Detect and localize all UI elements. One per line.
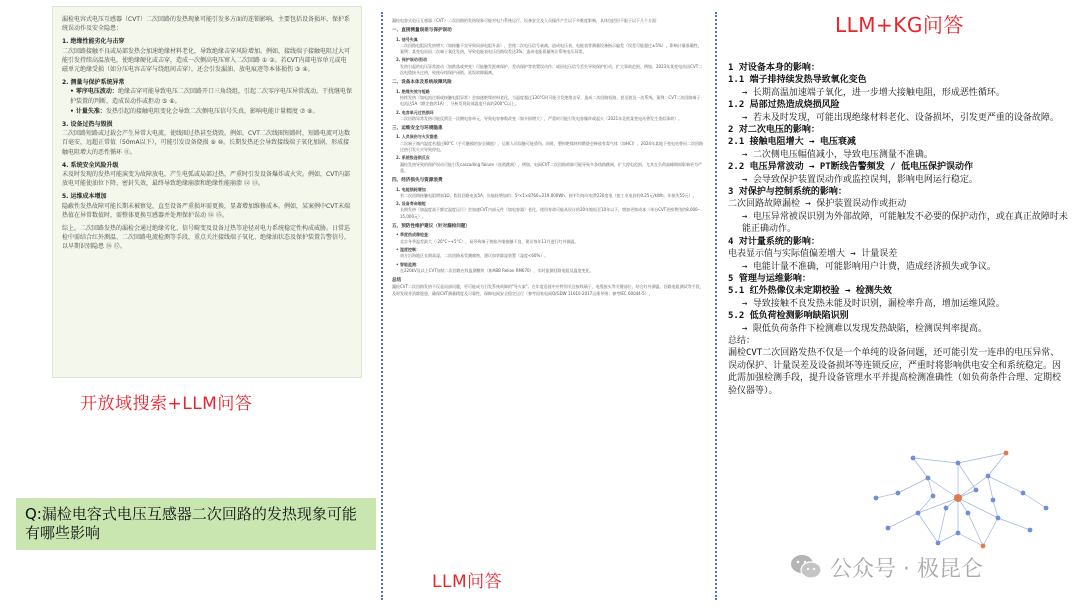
divider-right	[715, 12, 717, 600]
mid-section-head: 一、直接测量误差与保护误动	[392, 28, 452, 34]
mid-item-text: 持续发热（如电流过载或接触电阻异常）会加速绝缘材料老化，当温度超过130°C时可能引发绝缘击穿，造成二次回路短路，甚至波及一次系统。案例：CVT二次回路端子电流达5A（额定值约1A），分析发现局部温度升高约200°C以上。	[400, 94, 701, 107]
graph-node	[1021, 491, 1026, 496]
watermark-text: 公众号 · 极昆仑	[830, 556, 983, 582]
wechat-icon	[790, 553, 822, 581]
left-sections	[62, 37, 352, 220]
left-section-bullet	[62, 87, 352, 105]
caption-llm-kg: LLM+KG问答	[835, 13, 964, 37]
graph-node	[996, 516, 1001, 521]
right-line-h2: 1.1 端子排持续发热导致氧化变色	[728, 75, 867, 86]
right-line-txt: → 长期高温加速端子氧化，进一步增大接触电阻，形成恶性循环。	[742, 87, 1005, 98]
mid-item-text: 在220kV及以上CVT加装二次回路在线监测模块（如ABB Relion RM670），实时监测回路电阻及温度变化。	[400, 267, 594, 273]
graph-edge	[913, 458, 928, 478]
knowledge-graph-thumbnail	[858, 438, 1058, 558]
graph-edge	[958, 463, 976, 490]
mid-section-head: 三、运维安全与环境隐患	[392, 126, 443, 132]
right-line-h1: 4 对计量系统的影响：	[728, 236, 820, 247]
caption-open-domain: 开放域搜索+LLM问答	[80, 394, 253, 414]
right-line-txt: → 二次侧电压幅值减小，导致电压测量不准确。	[742, 149, 933, 160]
right-line-txt: → 限低负荷条件下检测难以发现发热缺陷，检测误判率提高。	[742, 323, 987, 334]
left-conclusion: 综上，二次回路发热的漏检会通过绝缘劣化、信号畸变及设备过热等途径对电力系统稳定性构成威胁。日常巡检中需结合红外测温、二次回路电流检测等手段，重点关注接线端子氧化、绝缘油状态及保护装置告警信号，以早期识别隐患 ⑯ ⑰。	[62, 225, 351, 251]
graph-edge	[958, 533, 983, 546]
graph-edge	[938, 508, 946, 543]
graph-node	[911, 456, 916, 461]
mid-item-text: 若二次回路接触电阻增加1Ω，假设回路电流5A，年能耗增加约：5²×1×8760=219,000Wh，按平均每年电费220度电（按工业电价约0.25元/kWh，年损失55元）。	[400, 192, 697, 198]
graph-edge	[988, 476, 993, 500]
right-line-h2: 5.2 低负荷检测影响缺陷识别	[728, 311, 849, 322]
graph-node	[926, 476, 931, 481]
mid-sections	[392, 28, 704, 274]
mid-section-head: 二、设备本体及系统故障风险	[392, 80, 452, 86]
right-line-h2: 1.2 局部过热造成烧损风险	[728, 100, 840, 111]
graph-edge	[898, 478, 928, 493]
mid-item-text: 发热引起的电压异常波动（如跌落或突变）可能触发距离保护、差动保护等装置误动作；或因电压信号丢失导致保护拒动，扩大事故范围。例如，2023年某变电站因CVT二次电缆接头过热，致使母线保护闭锁，延误故障隔离。	[400, 63, 703, 76]
watermark	[790, 551, 983, 583]
graph-edge	[993, 500, 998, 518]
right-answer-panel	[728, 62, 1068, 397]
mid-subhead: • 湿度控制：	[396, 246, 420, 252]
left-section-head: 4. 系统安全风险升级	[62, 161, 119, 169]
mid-subhead: 2. 保护误动/拒动	[396, 57, 428, 63]
left-bullet-text: 绝缘击穿可能导致电压二次回路开口三角绕组，引起二次零序电压异常波动，干扰继电保护装置的判断，造成误动作或拒动 ⑤ ⑥。	[70, 88, 352, 105]
mid-item-text: 漏检发热导致的保护误动可能引发cascading failure（连锁跳闸），例如，电网CVT二次回路故障可能导致多条线路跳闸，扩大停电范围，尤其在负荷高峰期间影响更为严重。	[400, 161, 702, 173]
graph-node	[944, 506, 949, 511]
graph-edge	[1023, 493, 1046, 508]
mid-section-head: 五、预防性维护建议（针对漏检问题）	[392, 224, 471, 230]
graph-edge	[938, 533, 958, 543]
right-line-plain: 总结：	[728, 335, 756, 346]
graph-node	[916, 511, 921, 516]
right-line-h1: 2 对二次电压的影响：	[728, 125, 820, 136]
graph-edge	[988, 476, 1023, 493]
middle-answer-panel	[392, 18, 704, 563]
graph-node	[896, 491, 901, 496]
mid-subhead: • 季度热成像检查：	[396, 232, 432, 238]
mid-subhead: 1. 人员误伤与火灾隐患	[396, 134, 438, 140]
left-section-head: 2. 测量与保护系统异常	[62, 79, 125, 87]
caption-llm: LLM问答	[432, 572, 503, 592]
left-section-body: 二次回路短路或过载会产生异常大电流，使线圈过热甚至烧毁。例如，CVT二次线圈短路时，短路电流可达数百毫安，远超正常值（50mA以下），可能引发设备烧损 ⑨ ⑩。长期发热还会导致接线端子氧化加剧，形成接触电阻增大的恶性循环 ⑪。	[62, 130, 350, 156]
graph-node	[931, 494, 936, 499]
graph-edge	[876, 493, 898, 498]
mid-intro: 漏检电容式电压互感器（CVT）二次回路的发热现象可能对电力系统运行、设备安全及人员操作产生以下多维度影响，具体包括但不限于以下几个方面：	[392, 18, 660, 23]
left-bullet-term: • 计量失准：	[70, 107, 106, 115]
graph-edge	[913, 458, 958, 463]
left-section-body: 未及时发现的发热可能演变为故障放电，产生电弧或局部过热，严重时引发设备爆炸或火灾。例如，CVT内部放电可能使油位下降、密封失效，最终导致绝缘崩溃和绝缘性能崩溃 ⑫ ⑬。	[62, 171, 350, 188]
right-line-txt: → 会导致保护装置误动作或监控误判，影响电网运行稳定。	[742, 174, 978, 185]
right-line-txt: → 电能计量不准确，可能影响用户计费，造成经济损失或争议。	[742, 261, 996, 272]
mid-subhead: • 智能监测：	[396, 261, 420, 267]
mid-subhead: 2. 电容单元过热损坏	[396, 109, 434, 115]
left-section-body: 二次回路接触不良或局部发热会加速绝缘材料老化，导致绝缘击穿风险增加。例如，接线端子接触电阻过大可能引发持续高温放电，使绝缘硬化或击穿，造成一次侧高电压窜入二次回路 ① ②。若CVT内部电容单元或电磁单元绝缘受损（如分压电容击穿与绕组间击穿），还会引发漏油、放电痕迹等本体损伤 ③ ④。	[62, 47, 351, 74]
mid-item-text: 二次端子箱内温度若超过80°C（手可触摸的安全阈值），运维人员误触可能烫伤。同时，塑料绝缘材料燃烧会释放有毒气体（如HCl），2024年某地下变电站曾因二次回路过热引发火灾导致停电。	[400, 140, 703, 153]
right-line-txt: → 若未及时发现，可能出现绝缘材料老化、设备损坏，引发更严重的设备故障。	[742, 112, 1059, 123]
graph-node	[956, 461, 961, 466]
graph-edge	[888, 513, 918, 528]
right-line-h2: 2.2 电压异常波动 → PT断线告警频发 / 低电压保护误动作	[728, 162, 974, 173]
right-line-txt: → 导致接触不良发热未能及时识别，漏检率升高，增加运维风险。	[742, 298, 1005, 309]
graph-node	[1004, 451, 1009, 456]
graph-edge	[983, 518, 998, 546]
left-section-head: 5. 运维成本增加	[62, 193, 107, 201]
graph-node	[986, 474, 991, 479]
left-section-head: 1. 绝缘性能劣化与击穿	[62, 38, 125, 46]
mid-subhead: 2. 系统级连锁反应	[396, 155, 430, 161]
graph-edge	[998, 518, 1030, 530]
left-answer-panel	[52, 6, 362, 378]
mid-item-text: 南方沿海地区长期高湿，二次回路易受潮腐蚀，建议加装除湿装置（湿度<60%）。	[400, 253, 549, 259]
graph-node	[981, 544, 986, 549]
graph-edge	[968, 513, 983, 546]
mid-item-text: 北京冬季温差最大（-20°C~+5°C），易导致端子热胀冷缩接触不良，建议每年11月进行红外测温。	[400, 238, 579, 244]
graph-node	[954, 494, 962, 502]
mid-subhead: 1. 电能损耗增加	[396, 186, 426, 192]
left-bullet-text: 发热引起的接触电阻变化会导致二次侧电压信号失真，影响电能计量精度 ⑦ ⑧。	[105, 107, 319, 115]
graph-node	[974, 488, 979, 493]
mid-item-text: 二次回路电阻因发热增大（如接触不良导致局部电阻升高），会使二次电压信号衰减，造成电压表、电能表等测量设备指示偏差（误差可能超过±5%），影响计量准确性。案例：某变电站因二次端子氧化发热，导致电能表电压回路误差达3%，造成电能质量统计系统电压异常。	[400, 42, 702, 55]
right-line-txt: → 电压异常被误识别为外部故障，可能触发不必要的保护动作，或在真正故障时未能正确动作。	[742, 211, 1068, 235]
mid-subhead: 2. 设备寿命缩短	[396, 201, 426, 207]
graph-node	[956, 531, 961, 536]
mid-item-text: 长期发热（如温度高于额定温度运行）会加速CVT内部元件（如电容器）老化，使用寿命可能从设计的20年缩短至10年以下，增加更换成本（单台CVT更换费用约8,000–15,000元）。	[400, 207, 700, 219]
mid-subhead: 1. 信号失真	[396, 36, 418, 42]
left-intro: 漏检电容式电压互感器（CVT）二次回路的发热现象可能引发多方面的连锁影响，主要包括设备损坏、保护系统误动作及安全隐患：	[62, 16, 350, 33]
left-section-bullet	[62, 107, 352, 116]
mid-item-text: 二次回路异常发热可能反馈至一次侧电容单元，导致电容参数改变（如介损增大），严重时可能引发电容爆炸或起火（2021年北欧某变电站曾发生类似事故）。	[400, 115, 683, 121]
graph-edge	[918, 498, 958, 513]
right-line-h1: 1 对设备本身的影响：	[728, 63, 820, 73]
mid-subhead: 1. 绝缘失效与短路	[396, 88, 430, 94]
question-box: Q:漏检电容式电压互感器二次回路的发热现象可能有哪些影响	[16, 498, 376, 550]
graph-edge	[918, 513, 938, 543]
graph-edge	[958, 476, 988, 498]
right-line-plain: 漏检CVT二次回路发热不仅是一个单纯的设备问题，还可能引发一连串的电压异常、误动保护、计量误差及设备损坏等连锁反应，严重时将影响供电安全和系统稳定。因此需加强检测手段，提升设备管理水平并提高检测准确性（如负荷条件合理、定期校验仪器等）。	[728, 348, 1062, 396]
mid-section-head: 四、经济损失与资源浪费	[392, 178, 443, 184]
graph-node	[874, 496, 879, 501]
graph-node	[886, 526, 891, 531]
divider-left	[381, 12, 383, 600]
left-section-body: 隐蔽性发热故障可能长期未被察觉，直至设备严重损坏需更换，显著增加维修成本。例如，某案例中CVT末端热值在异常数值时，需整体更换互感器并处理保护误动 ⑭ ⑮。	[62, 202, 350, 219]
graph-node	[966, 511, 971, 516]
right-line-h2: 5.1 红外热像仪未定期校验 → 检测失效	[728, 286, 892, 297]
graph-node	[1044, 506, 1049, 511]
mid-summary: 漏检CVT二次回路发热不仅是局部问题，更可能成为引发系统故障的"导火索"。在年度巡视中应特别关注接线端子、电缆接头等关键部位，结合红外测温、回路电阻测试等手段，及时发现并消除隐患，确保CVT测量精度及可靠性，保障电网安全稳定运行（参考国家电网Q/GDW 11010-2017运维导则；参考IEC 60044-5）。	[392, 284, 704, 296]
right-line-plain: 电表显示值与实际值偏差增大 → 计量误差	[728, 249, 898, 260]
graph-node	[936, 541, 941, 546]
graph-node	[991, 498, 996, 503]
graph-node	[1028, 528, 1033, 533]
right-line-h2: 2.1 接触电阻增大 → 电压衰减	[728, 137, 856, 148]
right-line-h1: 3 对保护与控制系统的影响：	[728, 187, 847, 198]
right-line-h1: 5 管理与运维影响：	[728, 273, 811, 284]
left-section-head: 3. 设备过热与毁损	[62, 121, 113, 129]
right-line-plain: 二次回路故障漏检 → 保护装置误动作或拒动	[728, 199, 907, 210]
left-bullet-term: • 零序电压波动：	[70, 88, 118, 96]
mid-summary-head: 总结	[392, 278, 402, 284]
graph-edge	[958, 453, 1006, 463]
